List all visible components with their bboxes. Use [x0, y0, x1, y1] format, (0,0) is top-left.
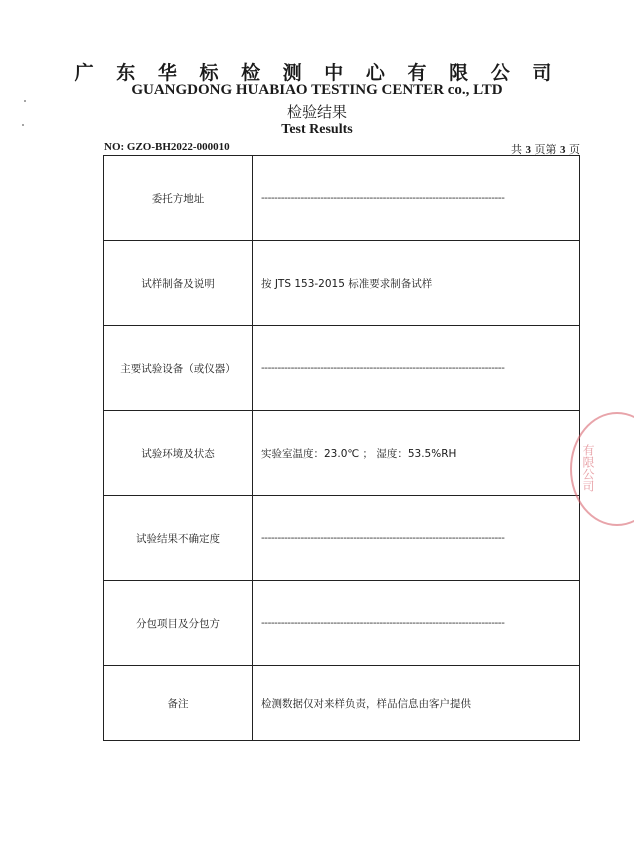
row-value-environment: 实验室温度：23.0℃ ； 湿度：53.5%RH [253, 411, 580, 496]
seal-text: 有限公司 [581, 444, 595, 492]
row-value-sample-prep: 按 JTS 153-2015 标准要求制备试样 [253, 241, 580, 326]
row-label-remarks: 备注 [104, 666, 253, 741]
table-row [104, 241, 580, 326]
table-row [104, 581, 580, 666]
row-value-remarks: 检测数据仅对来样负责，样品信息由客户提供 [253, 666, 580, 741]
table-row [104, 666, 580, 741]
page-suffix: 页 [569, 143, 580, 156]
row-value-equipment: -------------------------------------------------------------------------- [253, 326, 580, 411]
row-value-subcontract: -------------------------------------------------------------------------- [253, 581, 580, 666]
table-row [104, 496, 580, 581]
document-title-cn: 检验结果 [286, 103, 347, 121]
page-prefix: 共 [511, 143, 522, 156]
page-current: 3 [560, 144, 566, 156]
table-row [104, 156, 580, 241]
row-value-client-address: -------------------------------------------------------------------------- [253, 156, 580, 241]
row-label-equipment: 主要试验设备（或仪器） [104, 326, 253, 411]
row-value-uncertainty: -------------------------------------------------------------------------- [253, 496, 580, 581]
row-label-client-address: 委托方地址 [104, 156, 253, 241]
row-label-subcontract: 分包项目及分包方 [104, 581, 253, 666]
page-mid: 页第 [534, 143, 557, 156]
company-name-cn: 广 东 华 标 检 测 中 心 有 限 公 司 [74, 62, 560, 84]
row-label-sample-prep: 试样制备及说明 [104, 241, 253, 326]
table-row [104, 326, 580, 411]
page-total: 3 [525, 144, 531, 156]
company-name-en: GUANGDONG HUABIAO TESTING CENTER co., LTD [131, 82, 503, 98]
row-label-environment: 试验环境及状态 [104, 411, 253, 496]
table-row [104, 411, 580, 496]
results-table [103, 155, 580, 741]
report-number: NO: GZO-BH2022-000010 [104, 141, 230, 153]
document-title-en: Test Results [281, 122, 353, 137]
row-label-uncertainty: 试验结果不确定度 [104, 496, 253, 581]
